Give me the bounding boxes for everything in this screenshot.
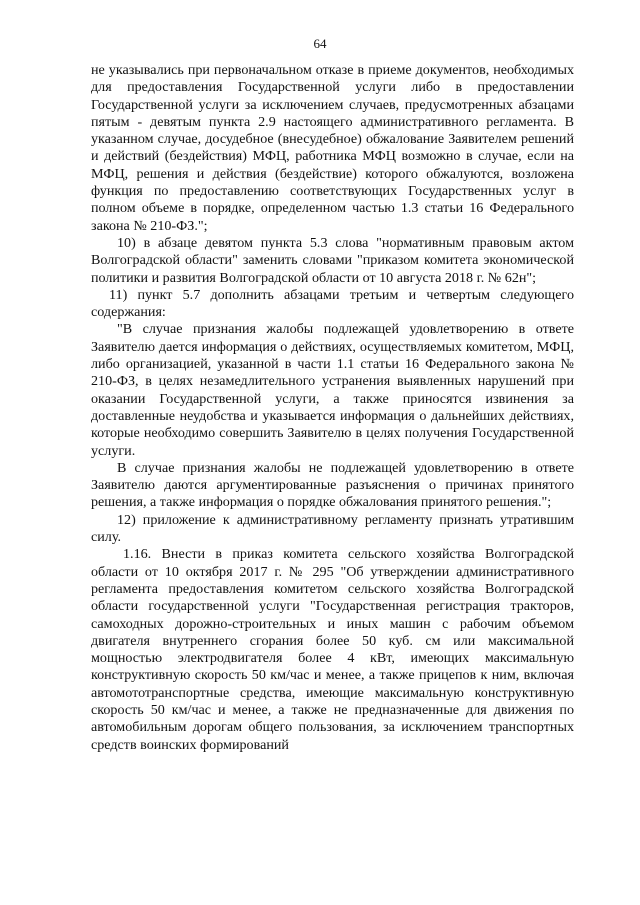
paragraph-quote-2: В случае признания жалобы не подлежащей удовлетворению в ответе Заявителю даются аргументированные разъяснения о причинах принятого решения, а также информация о порядке обжалования принятого решения.";	[91, 459, 574, 511]
paragraph-item-12: 12) приложение к административному регламенту признать утратившим силу.	[91, 511, 574, 546]
paragraph-item-10: 10) в абзаце девятом пункта 5.3 слова "нормативным правовым актом Волгоградской области" заменить словами "приказом комитета экономической политики и развития Волгоградской области от 10 августа 2018 г. № 62н";	[91, 234, 574, 286]
paragraph-item-11: 11) пункт 5.7 дополнить абзацами третьим и четвертым следующего содержания:	[91, 286, 574, 321]
document-body	[91, 62, 574, 754]
page-number: 64	[313, 36, 327, 51]
paragraph-quote-1: "В случае признания жалобы подлежащей удовлетворению в ответе Заявителю дается информация о действиях, осуществляемых комитетом, МФЦ, либо организацией, указанной в части 1.1 статьи 16 Федерального закона № 210-ФЗ, в целях незамедлительного устранения выявленных нарушений при оказании Государственной услуги, а также приносятся извинения за доставленные неудобства и указывается информация о дальнейших действиях, которые необходимо совершить Заявителю в целях получения Государственной услуги.	[91, 321, 574, 459]
paragraph-continuation: не указывались при первоначальном отказе в приеме документов, необходимых для предоставления Государственной услуги либо в предоставлении Государственной услуги за исключением случаев, предусмотренных абзацами пятым - девятым пункта 2.9 настоящего административного регламента. В указанном случае, досудебное (внесудебное) обжалование Заявителем решений и действий (бездействия) МФЦ, работника МФЦ возможно в случае, если на МФЦ, решения и действия (бездействие) которого обжалуются, возложена функция по предоставлению соответствующих Государственных услуг в полном объеме в порядке, определенном частью 1.3 статьи 16 Федерального закона № 210-ФЗ.";	[91, 62, 574, 234]
paragraph-section-1-16: 1.16. Внести в приказ комитета сельского хозяйства Волгоградской области от 10 октября 2017 г. № 295 "Об утверждении административного регламента предоставления комитетом сельского хозяйства Волгоградской области государственной услуги "Государственная регистрация тракторов, самоходных дорожно-строительных и иных машин с рабочим объемом двигателя внутреннего сгорания более 50 куб. см или максимальной мощностью электродвигателя более 4 кВт, имеющих максимальную конструктивную скорость 50 км/час и менее, а также прицепов к ним, включая автомототранспортные средства, имеющие максимальную конструктивную скорость 50 км/час и менее, а также не предназначенные для движения по автомобильным дорогам общего пользования, за исключением транспортных средств воинских формирований	[91, 546, 574, 753]
